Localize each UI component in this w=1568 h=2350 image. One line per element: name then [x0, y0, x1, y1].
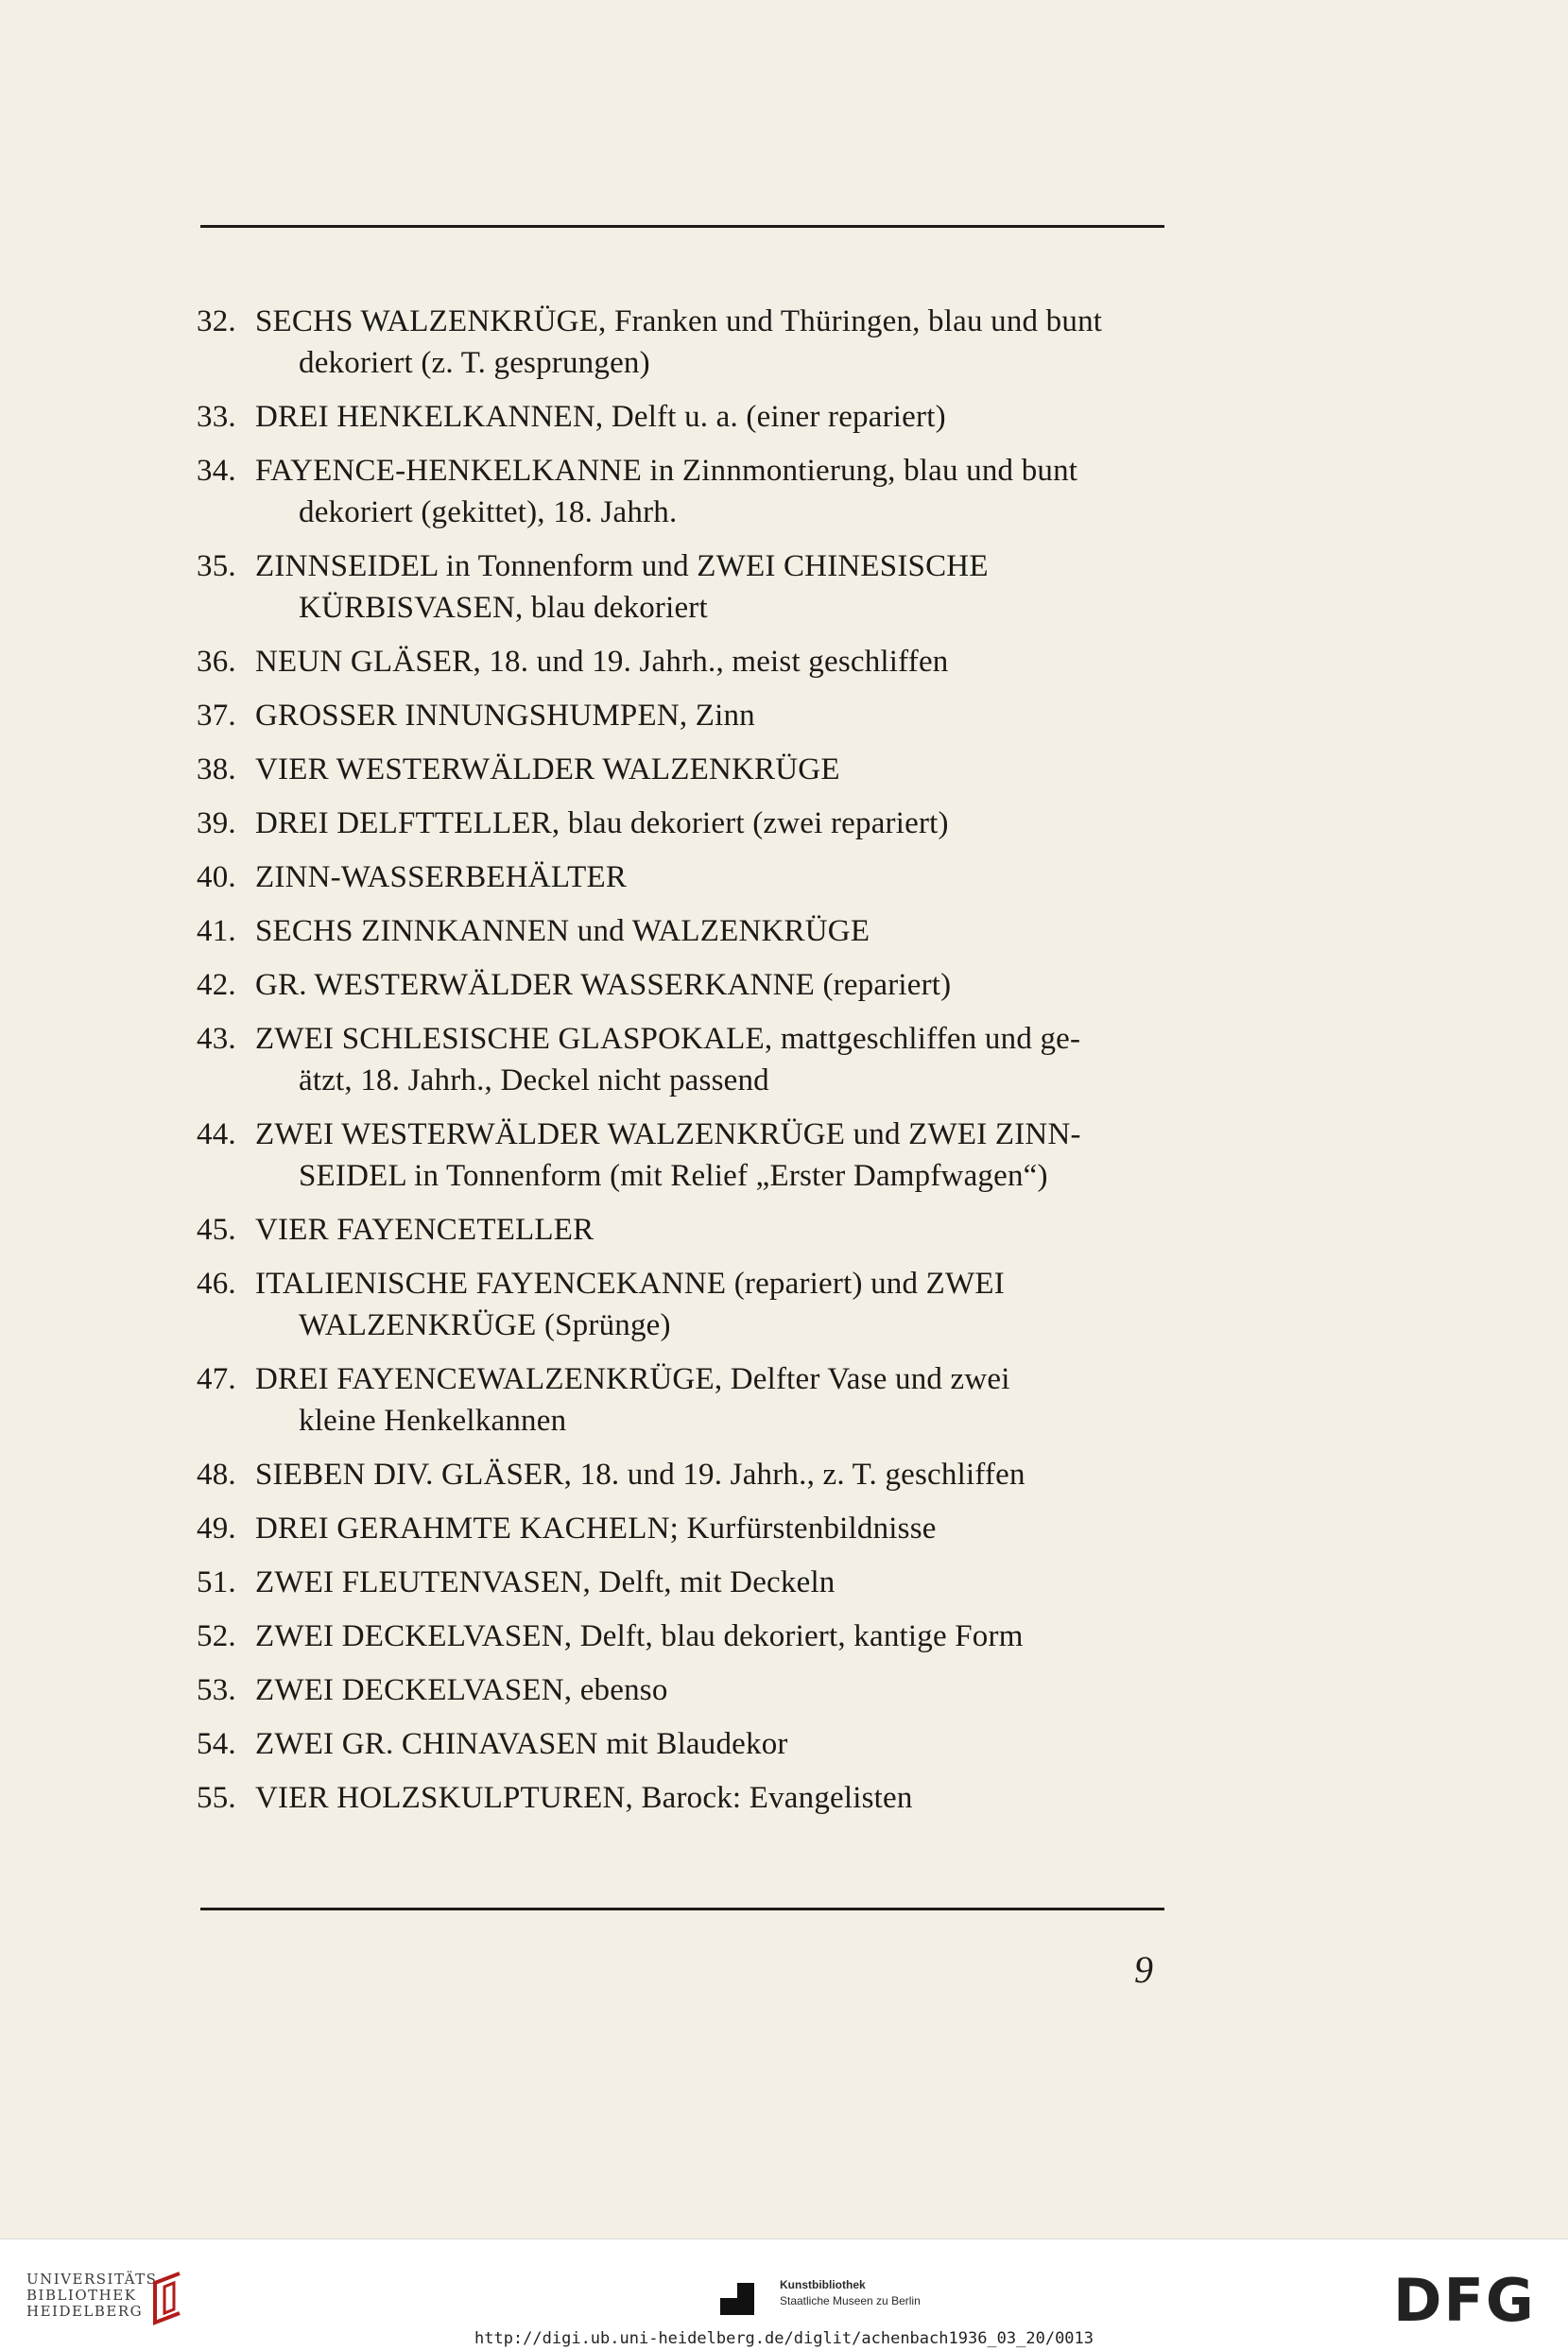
entry-title: GROSSER INNUNGSHUMPEN,	[255, 699, 688, 733]
entry-first-line	[255, 641, 1170, 683]
entry-body	[255, 910, 1170, 952]
entry-description: mit Blaudekor	[606, 1727, 788, 1761]
entry-first-line	[255, 1723, 1170, 1765]
entry-title: FAYENCE-HENKELKANNE	[255, 454, 642, 488]
kunstbibliothek-logo-icon	[718, 2277, 756, 2317]
entry-number: 43.	[197, 1022, 236, 1056]
kb-name: Kunstbibliothek	[780, 2278, 866, 2291]
entry-description: und ZWEI ZINN-	[853, 1117, 1081, 1151]
entry-description: mattgeschliffen und ge-	[780, 1022, 1081, 1056]
entry-body	[255, 1209, 1170, 1251]
entry-first-line	[255, 1209, 1170, 1251]
entry-title: ZWEI WESTERWÄLDER WALZENKRÜGE	[255, 1117, 846, 1151]
entry-first-line	[255, 964, 1170, 1006]
entry-body	[255, 1508, 1170, 1549]
entry-title: ZWEI GR. CHINAVASEN	[255, 1727, 598, 1761]
catalog-list	[197, 301, 1170, 1831]
entry-body	[255, 450, 1170, 533]
entry-title: ZINNSEIDEL	[255, 549, 439, 583]
uni-line: HEIDELBERG	[26, 2303, 144, 2320]
catalog-entry	[197, 1358, 1170, 1442]
catalog-entry	[197, 1669, 1170, 1711]
catalog-entry	[197, 545, 1170, 629]
entry-number: 46.	[197, 1267, 236, 1301]
entry-description: 18. und 19. Jahrh., meist geschliffen	[489, 645, 949, 679]
catalog-entry	[197, 856, 1170, 898]
entry-number: 52.	[197, 1619, 236, 1653]
catalog-entry	[197, 1723, 1170, 1765]
entry-number: 39.	[197, 806, 236, 840]
entry-title: SIEBEN DIV. GLÄSER,	[255, 1458, 573, 1492]
entry-first-line	[255, 695, 1170, 736]
catalog-entry	[197, 749, 1170, 790]
entry-description: in Zinnmontierung, blau und bunt	[649, 454, 1078, 488]
entry-body	[255, 396, 1170, 438]
entry-number: 51.	[197, 1565, 236, 1599]
entry-first-line	[255, 1263, 1170, 1305]
entry-first-line	[255, 1114, 1170, 1155]
entry-body	[255, 1669, 1170, 1711]
catalog-entry	[197, 1508, 1170, 1549]
catalog-entry	[197, 450, 1170, 533]
entry-body	[255, 1777, 1170, 1819]
catalog-entry	[197, 301, 1170, 384]
entry-number: 55.	[197, 1781, 236, 1815]
entry-number: 42.	[197, 968, 236, 1002]
entry-title: VIER FAYENCETELLER	[255, 1213, 594, 1247]
entry-first-line	[255, 1508, 1170, 1549]
entry-title: ZINN-WASSERBEHÄLTER	[255, 860, 628, 894]
entry-title: ZWEI DECKELVASEN,	[255, 1619, 573, 1653]
entry-body	[255, 545, 1170, 629]
entry-number: 33.	[197, 400, 236, 434]
entry-continuation: WALZENKRÜGE (Sprünge)	[299, 1308, 671, 1342]
entry-title: DREI HENKELKANNEN,	[255, 400, 604, 434]
entry-body	[255, 749, 1170, 790]
entry-title: VIER WESTERWÄLDER WALZENKRÜGE	[255, 752, 840, 786]
entry-number: 37.	[197, 699, 236, 733]
entry-body	[255, 1358, 1170, 1442]
entry-number: 35.	[197, 549, 236, 583]
entry-body	[255, 1114, 1170, 1197]
catalog-entry	[197, 1616, 1170, 1657]
entry-first-line	[255, 856, 1170, 898]
entry-number: 44.	[197, 1117, 236, 1151]
entry-description: (repariert)	[822, 968, 952, 1002]
top-rule	[200, 225, 1164, 228]
entry-description: Delft, blau dekoriert, kantige Form	[579, 1619, 1024, 1653]
entry-first-line	[255, 545, 1170, 587]
entry-title: NEUN GLÄSER,	[255, 645, 481, 679]
catalog-entry	[197, 803, 1170, 844]
entry-description: Delfter Vase und zwei	[730, 1362, 1010, 1396]
entry-body	[255, 856, 1170, 898]
entry-body	[255, 964, 1170, 1006]
entry-first-line	[255, 450, 1170, 492]
catalog-entry	[197, 1454, 1170, 1495]
entry-first-line	[255, 396, 1170, 438]
entry-number: 54.	[197, 1727, 236, 1761]
entry-first-line	[255, 1454, 1170, 1495]
entry-number: 53.	[197, 1673, 236, 1707]
entry-number: 41.	[197, 914, 236, 948]
catalog-entry	[197, 396, 1170, 438]
entry-title: VIER HOLZSKULPTUREN,	[255, 1781, 633, 1815]
entry-continuation: kleine Henkelkannen	[299, 1404, 567, 1438]
entry-title: ZWEI DECKELVASEN,	[255, 1673, 573, 1707]
entry-title: DREI FAYENCEWALZENKRÜGE,	[255, 1362, 723, 1396]
entry-title: ZWEI FLEUTENVASEN,	[255, 1565, 591, 1599]
university-mark-icon	[142, 2270, 191, 2326]
entry-first-line	[255, 1616, 1170, 1657]
entry-body	[255, 1263, 1170, 1346]
entry-description: Zinn	[695, 699, 755, 733]
kb-subtitle: Staatliche Museen zu Berlin	[780, 2294, 921, 2307]
entry-description: blau dekoriert (zwei repariert)	[567, 806, 949, 840]
entry-title: DREI GERAHMTE KACHELN;	[255, 1512, 680, 1546]
entry-description: (repariert) und ZWEI	[733, 1267, 1005, 1301]
entry-continuation: KÜRBISVASEN, blau dekoriert	[299, 591, 708, 625]
catalog-entry	[197, 1209, 1170, 1251]
entry-continuation: ätzt, 18. Jahrh., Deckel nicht passend	[299, 1063, 769, 1097]
entry-number: 45.	[197, 1213, 236, 1247]
entry-description: 18. und 19. Jahrh., z. T. geschliffen	[579, 1458, 1025, 1492]
entry-body	[255, 1562, 1170, 1603]
entry-title: DREI DELFTTELLER,	[255, 806, 560, 840]
uni-line: UNIVERSITÄTS-	[26, 2271, 164, 2288]
entry-number: 48.	[197, 1458, 236, 1492]
entry-title: ZWEI SCHLESISCHE GLASPOKALE,	[255, 1022, 773, 1056]
entry-description: Kurfürstenbildnisse	[686, 1512, 937, 1546]
entry-first-line	[255, 301, 1170, 342]
entry-body	[255, 641, 1170, 683]
catalog-entry	[197, 1018, 1170, 1101]
footer-bar	[0, 2238, 1568, 2350]
entry-description: ebenso	[579, 1673, 668, 1707]
entry-number: 34.	[197, 454, 236, 488]
dfg-logo[interactable]: DFG	[1393, 2266, 1536, 2335]
entry-description: Barock: Evangelisten	[641, 1781, 913, 1815]
catalog-entry	[197, 695, 1170, 736]
uni-line: BIBLIOTHEK	[26, 2287, 137, 2304]
entry-description: Delft u. a. (einer repariert)	[611, 400, 946, 434]
entry-first-line	[255, 749, 1170, 790]
entry-description: Delft, mit Deckeln	[598, 1565, 836, 1599]
entry-number: 36.	[197, 645, 236, 679]
entry-number: 49.	[197, 1512, 236, 1546]
entry-number: 40.	[197, 860, 236, 894]
source-url[interactable]: http://digi.ub.uni-heidelberg.de/diglit/achenbach1936_03_20/0013	[474, 2329, 1094, 2348]
entry-body	[255, 1723, 1170, 1765]
page-number: 9	[1134, 1948, 1153, 1991]
entry-first-line	[255, 803, 1170, 844]
entry-title: SECHS ZINNKANNEN	[255, 914, 570, 948]
entry-number: 38.	[197, 752, 236, 786]
entry-body	[255, 1018, 1170, 1101]
catalog-entry	[197, 910, 1170, 952]
catalog-entry	[197, 1263, 1170, 1346]
entry-continuation: SEIDEL in Tonnenform (mit Relief „Erster Dampfwagen“)	[299, 1159, 1048, 1193]
catalog-entry	[197, 964, 1170, 1006]
kunstbibliothek-label[interactable]	[780, 2277, 921, 2309]
entry-continuation: dekoriert (z. T. gesprungen)	[299, 346, 650, 380]
entry-first-line	[255, 1562, 1170, 1603]
entry-body	[255, 1454, 1170, 1495]
entry-description: in Tonnenform und ZWEI CHINESISCHE	[445, 549, 989, 583]
entry-description: Franken und Thüringen, blau und bunt	[613, 304, 1103, 338]
entry-number: 32.	[197, 304, 236, 338]
entry-body	[255, 301, 1170, 384]
entry-continuation: dekoriert (gekittet), 18. Jahrh.	[299, 495, 678, 529]
catalog-entry	[197, 1777, 1170, 1819]
catalog-entry	[197, 1562, 1170, 1603]
entry-title: ITALIENISCHE FAYENCEKANNE	[255, 1267, 727, 1301]
entry-title: GR. WESTERWÄLDER WASSERKANNE	[255, 968, 815, 1002]
catalog-entry	[197, 641, 1170, 683]
entry-first-line	[255, 910, 1170, 952]
bottom-rule	[200, 1908, 1164, 1910]
entry-title: SECHS WALZENKRÜGE,	[255, 304, 607, 338]
entry-number: 47.	[197, 1362, 236, 1396]
entry-description: und WALZENKRÜGE	[577, 914, 870, 948]
entry-body	[255, 695, 1170, 736]
entry-first-line	[255, 1777, 1170, 1819]
entry-body	[255, 803, 1170, 844]
catalog-entry	[197, 1114, 1170, 1197]
entry-body	[255, 1616, 1170, 1657]
entry-first-line	[255, 1018, 1170, 1060]
entry-first-line	[255, 1669, 1170, 1711]
entry-first-line	[255, 1358, 1170, 1400]
